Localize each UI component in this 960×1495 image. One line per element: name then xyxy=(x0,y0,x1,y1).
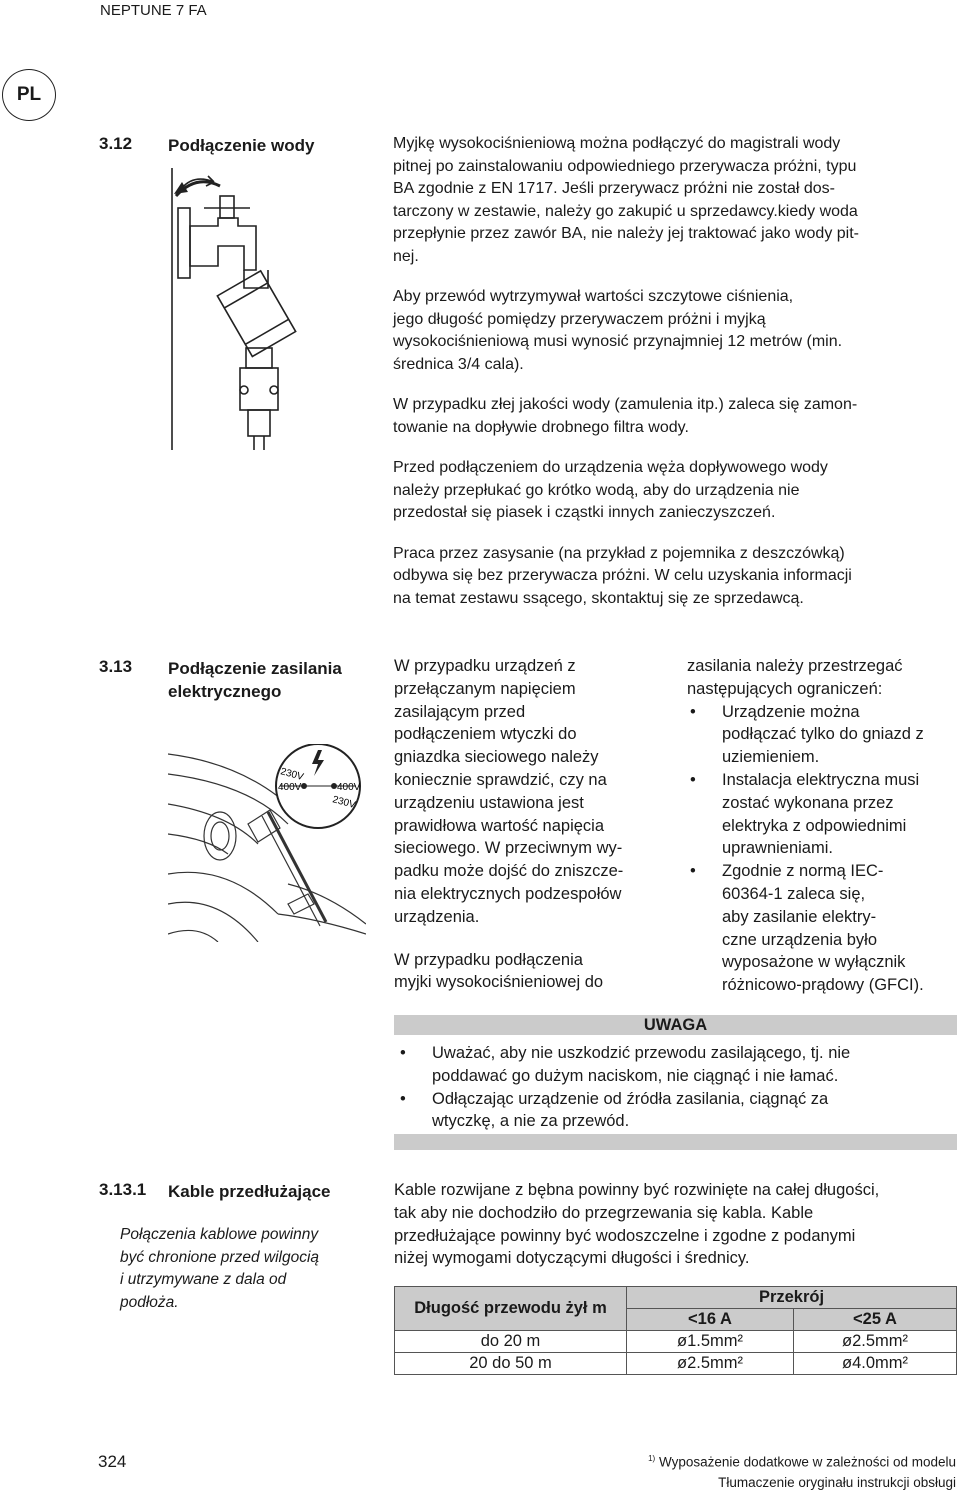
section-title-3-12: Podłączenie wody xyxy=(168,136,315,155)
footnote: $^{1)}$ Wyposażenie dodatkowe w zależności od modelu xyxy=(648,1454,956,1470)
list-item: • Instalacja elektryczna musi zostać wykonana przez elektryka z odpowiednimi uprawnieniami. xyxy=(687,769,960,860)
table-row: do 20 m ø1.5mm² ø2.5mm² xyxy=(395,1331,957,1353)
label-400v-left: 400V xyxy=(278,782,302,793)
paragraph: Aby przewód wytrzymywał wartości szczytowe ciśnienia, jego długość pomiędzy przerywaczem próżni i myjką wysokociśnieniową musi wynosić przynajmniej 12 metrów (min. średnica 3/4 cala). xyxy=(393,288,843,373)
warning-bottom-bar xyxy=(394,1134,957,1150)
warning-list xyxy=(397,1042,957,1133)
label-400v-right: 400V xyxy=(337,782,361,793)
label-230v-top: 230V xyxy=(279,766,305,783)
list-item: • Odłączając urządzenie od źródła zasilania, ciągnąć za wtyczkę, a nie za przewód. xyxy=(397,1088,957,1134)
document-header: NEPTUNE 7 FA xyxy=(100,2,207,19)
section-number-3-13-1: 3.13.1 xyxy=(99,1180,147,1199)
section-number-3-12: 3.12 xyxy=(99,134,133,153)
header-25a: <25 A xyxy=(794,1309,957,1331)
requirements-list xyxy=(687,701,960,997)
water-tap-illustration xyxy=(164,168,314,450)
header-16a: <16 A xyxy=(627,1309,794,1331)
section-title-3-13: Podłączenie zasilania elektrycznego xyxy=(168,659,342,701)
page-number: 324 xyxy=(98,1452,127,1471)
list-item: • Uważać, aby nie uszkodzić przewodu zasilającego, tj. nie poddawać go dużym naciskom, nie ciągnąć i nie łamać. xyxy=(397,1042,957,1088)
extension-cable-text: Kable rozwijane z bębna powinny być rozwinięte na całej długości, tak aby nie dochodziło do przegrzewania się kabla. Kable przedłużające powinny być wodoszczelne i zgodne z podanymi niżej wymogami dotyczącymi długości i średnicy. xyxy=(394,1181,880,1268)
section-number-3-13: 3.13 xyxy=(99,657,133,676)
section-3-12-body xyxy=(393,133,960,610)
extension-cable-note: Połączenia kablowe powinny być chronione przed wilgocią i utrzymywane z dala od podłoża. xyxy=(120,1226,320,1311)
section-title-3-13-1: Kable przedłużające xyxy=(168,1182,331,1201)
section-3-13-column-1: W przypadku urządzeń z przełączanym napięciem zasilającym przed podłączeniem wtyczki do gniazdka sieciowego należy koniecznie sprawdzić, czy na urządzeniu ustawiona jest prawidłowa wartość napięcia sieciowego. W przeciwnym wy- padku może dojść do zniszcze- nia elektrycznych podzespołów urządzenia. W przypadku podłączenia myjki wysokociśnieniowej do xyxy=(394,657,624,992)
language-badge: PL xyxy=(2,69,56,121)
voltage-switch-illustration xyxy=(168,744,366,942)
header-length: Długość przewodu żył m xyxy=(395,1287,627,1331)
section-3-13-column-2: zasilania należy przestrzegać następujących ograniczeń: • Urządzenie można podłączać tylko do gniazd z uziemieniem. • Instalacja elektryczna musi zostać wykonana przez elektryka z odpowiednimi uprawnieniami. • Zgodnie z normą IEC- 60364-1 zaleca się, aby zasilanie elektry- czne urządzenia było wyposażone w wyłącznik różnicowo-prądowy (GFCI). xyxy=(687,655,960,997)
paragraph: W przypadku złej jakości wody (zamulenia itp.) zaleca się zamon- towanie na dopływie drobnego filtra wody. xyxy=(393,396,858,436)
paragraph: Praca przez zasysanie (na przykład z pojemnika z deszczówką) odbywa się bez przerywacza próżni. W celu uzyskania informacji na temat zestawu ssącego, skontaktuj się ze sprzedawcą. xyxy=(393,544,852,607)
list-item: • Zgodnie z normą IEC- 60364-1 zaleca się, aby zasilanie elektry- czne urządzenia było wyposażone w wyłącznik różnicowo-prądowy (GFCI). xyxy=(687,860,960,997)
cable-cross-section-table xyxy=(394,1286,957,1375)
paragraph: Myjkę wysokociśnieniową można podłączyć do magistrali wody pitnej po zainstalowaniu odpowiedniego przerywacza próżni, typu BA zgodnie z EN 1717. Jeśli przerywacz próżni nie został dos- tarczony w zestawie, należy go zakupić u sprzedawcy.kiedy woda przepłynie przez zawór BA, nie należy jej traktować jako wody pit- nej. xyxy=(393,135,859,265)
translation-note: Tłumaczenie oryginału instrukcji obsługi xyxy=(718,1475,956,1490)
header-cross-section: Przekrój xyxy=(627,1287,957,1309)
paragraph: Przed podłączeniem do urządzenia węża dopływowego wody należy przepłukać go krótko wodą, aby do urządzenia nie przedostał się piasek i cząstki innych zanieczyszczeń. xyxy=(393,459,828,521)
table-row: 20 do 50 m ø2.5mm² ø4.0mm² xyxy=(395,1353,957,1375)
list-item: • Urządzenie można podłączać tylko do gniazd z uziemieniem. xyxy=(687,701,960,769)
label-230v-bottom: 230V xyxy=(331,794,357,811)
warning-title-bar: UWAGA xyxy=(394,1015,957,1035)
